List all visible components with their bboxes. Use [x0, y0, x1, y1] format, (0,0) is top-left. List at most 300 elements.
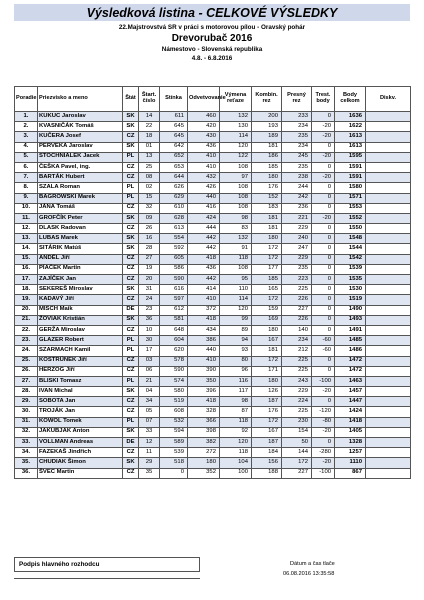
table-row [15, 152, 411, 162]
cell-name: ZAJÍČEK Jan [38, 275, 123, 285]
cell-precision-cut: 225 [282, 285, 312, 295]
cell-total: 1257 [335, 448, 366, 458]
cell-total: 1542 [335, 254, 366, 264]
cell-country: CZ [123, 366, 139, 376]
cell-precision-cut: 233 [282, 112, 312, 122]
cell-chain-change: 108 [220, 264, 252, 274]
cell-chain-change: 122 [220, 152, 252, 162]
table-row [15, 142, 411, 152]
cell-chain-change: 83 [220, 224, 252, 234]
cell-combined-cut: 152 [252, 193, 282, 203]
table-row [15, 183, 411, 193]
table-row [15, 285, 411, 295]
table-row [15, 275, 411, 285]
cell-limbing: 410 [188, 152, 220, 162]
cell-total: 1485 [335, 336, 366, 346]
cell-total: 1613 [335, 132, 366, 142]
cell-rank: 34. [15, 448, 38, 458]
cell-rank: 30. [15, 407, 38, 417]
signature-box [14, 557, 200, 572]
cell-chain-change: 98 [220, 213, 252, 223]
cell-combined-cut: 172 [252, 244, 282, 254]
cell-limbing: 410 [188, 162, 220, 172]
cell-penalty: -20 [312, 152, 335, 162]
cell-name: ANDĚL Jiří [38, 254, 123, 264]
cell-chain-change: 100 [220, 468, 252, 478]
table-row [15, 417, 411, 427]
table-row [15, 234, 411, 244]
cell-total: 1539 [335, 264, 366, 274]
cell-chain-change: 108 [220, 203, 252, 213]
cell-start-number: 10 [139, 325, 160, 335]
col-header-start-number: Štart. číslo [139, 87, 160, 112]
cell-country: CZ [123, 162, 139, 172]
cell-start-number: 07 [139, 417, 160, 427]
cell-felling: 594 [160, 427, 188, 437]
table-row [15, 173, 411, 183]
cell-penalty: -20 [312, 458, 335, 468]
cell-country: CZ [123, 173, 139, 183]
cell-limbing: 434 [188, 325, 220, 335]
cell-limbing: 426 [188, 183, 220, 193]
cell-name: LUBAS Marek [38, 234, 123, 244]
cell-total: 1552 [335, 213, 366, 223]
cell-start-number: 29 [139, 458, 160, 468]
cell-penalty: -100 [312, 468, 335, 478]
cell-limbing: 396 [188, 387, 220, 397]
cell-total: 1591 [335, 173, 366, 183]
cell-total: 1463 [335, 376, 366, 386]
table-row [15, 356, 411, 366]
cell-precision-cut: 235 [282, 264, 312, 274]
cell-combined-cut: 181 [252, 224, 282, 234]
cell-chain-change: 108 [220, 162, 252, 172]
cell-limbing: 382 [188, 438, 220, 448]
cell-disqualified [366, 285, 411, 295]
cell-disqualified [366, 142, 411, 152]
cell-rank: 4. [15, 142, 38, 152]
cell-disqualified [366, 325, 411, 335]
cell-felling: 592 [160, 244, 188, 254]
cell-felling: 629 [160, 193, 188, 203]
cell-precision-cut: 223 [282, 275, 312, 285]
cell-disqualified [366, 427, 411, 437]
cell-disqualified [366, 183, 411, 193]
cell-penalty: 0 [312, 193, 335, 203]
cell-limbing: 436 [188, 142, 220, 152]
cell-penalty: 0 [312, 315, 335, 325]
col-header-rank: Poradie [15, 87, 38, 112]
cell-limbing: 424 [188, 213, 220, 223]
table-row [15, 244, 411, 254]
cell-total: 867 [335, 468, 366, 478]
cell-precision-cut: 247 [282, 244, 312, 254]
signature-line [14, 578, 200, 579]
table-header-row [15, 87, 411, 112]
cell-name: IVAN Michal [38, 387, 123, 397]
cell-limbing: 432 [188, 173, 220, 183]
cell-rank: 3. [15, 132, 38, 142]
cell-country: CZ [123, 397, 139, 407]
cell-rank: 27. [15, 376, 38, 386]
results-body [15, 112, 411, 479]
cell-precision-cut: 230 [282, 417, 312, 427]
table-row [15, 213, 411, 223]
table-row [15, 264, 411, 274]
cell-country: SK [123, 244, 139, 254]
cell-precision-cut: 221 [282, 213, 312, 223]
cell-limbing: 386 [188, 336, 220, 346]
cell-penalty: 0 [312, 244, 335, 254]
cell-name: TROJÁK Jan [38, 407, 123, 417]
cell-disqualified [366, 203, 411, 213]
cell-total: 1447 [335, 397, 366, 407]
table-row [15, 346, 411, 356]
print-label: Dátum a čas tlače [290, 561, 335, 567]
cell-penalty: 0 [312, 142, 335, 152]
cell-rank: 17. [15, 275, 38, 285]
cell-combined-cut: 180 [252, 325, 282, 335]
cell-penalty: 0 [312, 264, 335, 274]
table-row [15, 458, 411, 468]
cell-start-number: 03 [139, 356, 160, 366]
cell-disqualified [366, 162, 411, 172]
cell-disqualified [366, 407, 411, 417]
print-datetime: 06.08.2016 13:35:58 [283, 571, 335, 577]
col-header-chain-change: Výmena reťaze [220, 87, 252, 112]
table-row [15, 407, 411, 417]
cell-rank: 32. [15, 427, 38, 437]
cell-penalty: -120 [312, 407, 335, 417]
cell-start-number: 21 [139, 376, 160, 386]
cell-total: 1636 [335, 112, 366, 122]
cell-penalty: -20 [312, 427, 335, 437]
cell-combined-cut: 185 [252, 162, 282, 172]
cell-combined-cut: 200 [252, 112, 282, 122]
cell-name: KUČERA Josef [38, 132, 123, 142]
cell-felling: 613 [160, 224, 188, 234]
cell-rank: 5. [15, 152, 38, 162]
cell-felling: 590 [160, 366, 188, 376]
cell-limbing: 444 [188, 224, 220, 234]
cell-combined-cut: 167 [252, 427, 282, 437]
cell-country: PL [123, 193, 139, 203]
cell-penalty: 0 [312, 285, 335, 295]
cell-name: BAGROWSKI Marek [38, 193, 123, 203]
cell-start-number: 18 [139, 132, 160, 142]
cell-disqualified [366, 336, 411, 346]
cell-chain-change: 118 [220, 254, 252, 264]
cell-chain-change: 95 [220, 275, 252, 285]
cell-penalty: 0 [312, 183, 335, 193]
cell-limbing: 418 [188, 254, 220, 264]
table-row [15, 387, 411, 397]
cell-disqualified [366, 254, 411, 264]
cell-combined-cut: 181 [252, 213, 282, 223]
cell-country: CZ [123, 224, 139, 234]
event-dates: 4.8. - 6.8.2016 [191, 55, 233, 62]
cell-rank: 19. [15, 295, 38, 305]
col-header-name: Priezvisko a meno [38, 87, 123, 112]
cell-felling: 653 [160, 162, 188, 172]
table-row [15, 295, 411, 305]
cell-precision-cut: 238 [282, 173, 312, 183]
cell-start-number: 01 [139, 142, 160, 152]
cell-penalty: 0 [312, 325, 335, 335]
cell-limbing: 410 [188, 295, 220, 305]
cell-felling: 518 [160, 458, 188, 468]
cell-limbing: 460 [188, 112, 220, 122]
cell-start-number: 24 [139, 295, 160, 305]
cell-limbing: 410 [188, 356, 220, 366]
cell-name: ŠVEC Martin [38, 468, 123, 478]
cell-disqualified [366, 173, 411, 183]
cell-combined-cut: 186 [252, 152, 282, 162]
cell-name: STOCHNIALEK Jacek [38, 152, 123, 162]
cell-combined-cut: 165 [252, 285, 282, 295]
cell-total: 1535 [335, 275, 366, 285]
cell-felling: 616 [160, 285, 188, 295]
cell-country: PL [123, 183, 139, 193]
cell-limbing: 442 [188, 275, 220, 285]
cell-rank: 21. [15, 315, 38, 325]
cell-combined-cut: 180 [252, 376, 282, 386]
table-row [15, 336, 411, 346]
cell-disqualified [366, 275, 411, 285]
cell-total: 1457 [335, 387, 366, 397]
cell-precision-cut: 235 [282, 162, 312, 172]
cell-rank: 10. [15, 203, 38, 213]
cell-penalty: -20 [312, 132, 335, 142]
cell-penalty: -20 [312, 122, 335, 132]
col-header-penalty: Trest. body [312, 87, 335, 112]
cell-felling: 597 [160, 295, 188, 305]
cell-combined-cut: 180 [252, 173, 282, 183]
cell-country: CZ [123, 407, 139, 417]
cell-combined-cut: 177 [252, 264, 282, 274]
cell-country: PL [123, 417, 139, 427]
cell-total: 1486 [335, 346, 366, 356]
cell-penalty: -20 [312, 387, 335, 397]
cell-limbing: 430 [188, 132, 220, 142]
cell-combined-cut: 172 [252, 254, 282, 264]
table-row [15, 132, 411, 142]
cell-name: KUKUC Jaroslav [38, 112, 123, 122]
cell-felling: 612 [160, 305, 188, 315]
cell-name: SITÁRIK Matúš [38, 244, 123, 254]
cell-rank: 20. [15, 305, 38, 315]
cell-name: HERZOG Jiří [38, 366, 123, 376]
cell-penalty: 0 [312, 162, 335, 172]
cell-penalty: 0 [312, 295, 335, 305]
cell-combined-cut: 188 [252, 468, 282, 478]
cell-country: SK [123, 122, 139, 132]
cell-country: PL [123, 152, 139, 162]
cell-chain-change: 108 [220, 193, 252, 203]
cell-precision-cut: 229 [282, 254, 312, 264]
col-header-felling: Stínka [160, 87, 188, 112]
cell-disqualified [366, 366, 411, 376]
table-row [15, 315, 411, 325]
cell-chain-change: 89 [220, 325, 252, 335]
cell-penalty: 0 [312, 275, 335, 285]
cell-chain-change: 104 [220, 458, 252, 468]
cell-felling: 610 [160, 203, 188, 213]
cell-start-number: 22 [139, 122, 160, 132]
cell-precision-cut: 245 [282, 152, 312, 162]
cell-limbing: 352 [188, 468, 220, 478]
event-name: Drevorubač 2016 [171, 33, 253, 44]
cell-rank: 18. [15, 285, 38, 295]
cell-name: GERŽA Miroslav [38, 325, 123, 335]
cell-precision-cut: 225 [282, 356, 312, 366]
cell-name: GLAZER Robert [38, 336, 123, 346]
cell-rank: 9. [15, 193, 38, 203]
cell-disqualified [366, 305, 411, 315]
cell-start-number: 31 [139, 285, 160, 295]
cell-total: 1418 [335, 417, 366, 427]
cell-precision-cut: 234 [282, 122, 312, 132]
cell-name: ŽOVIAK Kristián [38, 315, 123, 325]
table-row [15, 397, 411, 407]
table-row [15, 162, 411, 172]
cell-start-number: 28 [139, 244, 160, 254]
cell-penalty: -20 [312, 173, 335, 183]
cell-start-number: 14 [139, 112, 160, 122]
cell-limbing: 416 [188, 203, 220, 213]
cell-start-number: 26 [139, 224, 160, 234]
cell-chain-change: 80 [220, 356, 252, 366]
cell-name: FAZEKAŠ Jindřich [38, 448, 123, 458]
cell-disqualified [366, 132, 411, 142]
cell-penalty: 0 [312, 305, 335, 315]
cell-start-number: 04 [139, 387, 160, 397]
cell-limbing: 372 [188, 305, 220, 315]
table-row [15, 448, 411, 458]
cell-rank: 11. [15, 213, 38, 223]
cell-rank: 26. [15, 366, 38, 376]
cell-combined-cut: 187 [252, 397, 282, 407]
cell-chain-change: 118 [220, 417, 252, 427]
cell-precision-cut: 234 [282, 142, 312, 152]
cell-total: 1580 [335, 183, 366, 193]
cell-chain-change: 91 [220, 244, 252, 254]
cell-disqualified [366, 397, 411, 407]
cell-precision-cut: 172 [282, 458, 312, 468]
table-row [15, 376, 411, 386]
cell-felling: 0 [160, 468, 188, 478]
cell-start-number: 06 [139, 366, 160, 376]
cell-chain-change: 120 [220, 305, 252, 315]
cell-combined-cut: 181 [252, 142, 282, 152]
cell-start-number: 16 [139, 234, 160, 244]
cell-start-number: 13 [139, 152, 160, 162]
cell-limbing: 440 [188, 193, 220, 203]
cell-name: MISCH Maik [38, 305, 123, 315]
cell-name: PERVEKA Jaroslav [38, 142, 123, 152]
cell-country: SK [123, 315, 139, 325]
cell-chain-change: 87 [220, 407, 252, 417]
cell-felling: 586 [160, 264, 188, 274]
cell-limbing: 366 [188, 417, 220, 427]
cell-disqualified [366, 224, 411, 234]
cell-precision-cut: 234 [282, 336, 312, 346]
cell-start-number: 17 [139, 346, 160, 356]
cell-disqualified [366, 295, 411, 305]
cell-disqualified [366, 458, 411, 468]
cell-penalty: 0 [312, 254, 335, 264]
cell-felling: 644 [160, 173, 188, 183]
cell-start-number: 23 [139, 305, 160, 315]
cell-country: CZ [123, 132, 139, 142]
cell-total: 1530 [335, 285, 366, 295]
cell-disqualified [366, 152, 411, 162]
cell-combined-cut: 176 [252, 407, 282, 417]
cell-country: SK [123, 213, 139, 223]
cell-name: SEKEREŠ Miroslav [38, 285, 123, 295]
cell-combined-cut: 184 [252, 448, 282, 458]
cell-felling: 611 [160, 112, 188, 122]
cell-total: 1493 [335, 315, 366, 325]
cell-chain-change: 94 [220, 336, 252, 346]
cell-total: 1550 [335, 224, 366, 234]
cell-start-number: 19 [139, 264, 160, 274]
cell-country: CZ [123, 254, 139, 264]
cell-precision-cut: 50 [282, 438, 312, 448]
cell-felling: 628 [160, 213, 188, 223]
col-header-limbing: Odvetvovanie [188, 87, 220, 112]
cell-total: 1548 [335, 234, 366, 244]
cell-felling: 642 [160, 142, 188, 152]
cell-total: 1491 [335, 325, 366, 335]
cell-chain-change: 97 [220, 173, 252, 183]
cell-country: CZ [123, 448, 139, 458]
cell-country: SK [123, 427, 139, 437]
cell-disqualified [366, 234, 411, 244]
cell-name: DLASK Radovan [38, 224, 123, 234]
cell-total: 1595 [335, 152, 366, 162]
cell-rank: 25. [15, 356, 38, 366]
cell-precision-cut: 226 [282, 315, 312, 325]
cell-limbing: 418 [188, 397, 220, 407]
cell-start-number: 33 [139, 427, 160, 437]
cell-rank: 31. [15, 417, 38, 427]
cell-chain-change: 108 [220, 183, 252, 193]
cell-chain-change: 118 [220, 448, 252, 458]
cell-limbing: 328 [188, 407, 220, 417]
cell-total: 1472 [335, 366, 366, 376]
page-title-text: Výsledková listina - CELKOVÉ VÝSLEDKY [86, 5, 338, 20]
cell-total: 1591 [335, 162, 366, 172]
cell-disqualified [366, 264, 411, 274]
cell-penalty: 0 [312, 112, 335, 122]
cell-total: 1405 [335, 427, 366, 437]
cell-combined-cut: 183 [252, 203, 282, 213]
table-row [15, 193, 411, 203]
cell-disqualified [366, 417, 411, 427]
cell-combined-cut: 126 [252, 387, 282, 397]
cell-total: 1613 [335, 142, 366, 152]
cell-start-number: 02 [139, 183, 160, 193]
cell-rank: 33. [15, 438, 38, 448]
cell-disqualified [366, 448, 411, 458]
cell-rank: 14. [15, 244, 38, 254]
cell-penalty: -80 [312, 417, 335, 427]
cell-rank: 23. [15, 336, 38, 346]
cell-country: CZ [123, 356, 139, 366]
cell-penalty: 0 [312, 224, 335, 234]
cell-limbing: 390 [188, 366, 220, 376]
